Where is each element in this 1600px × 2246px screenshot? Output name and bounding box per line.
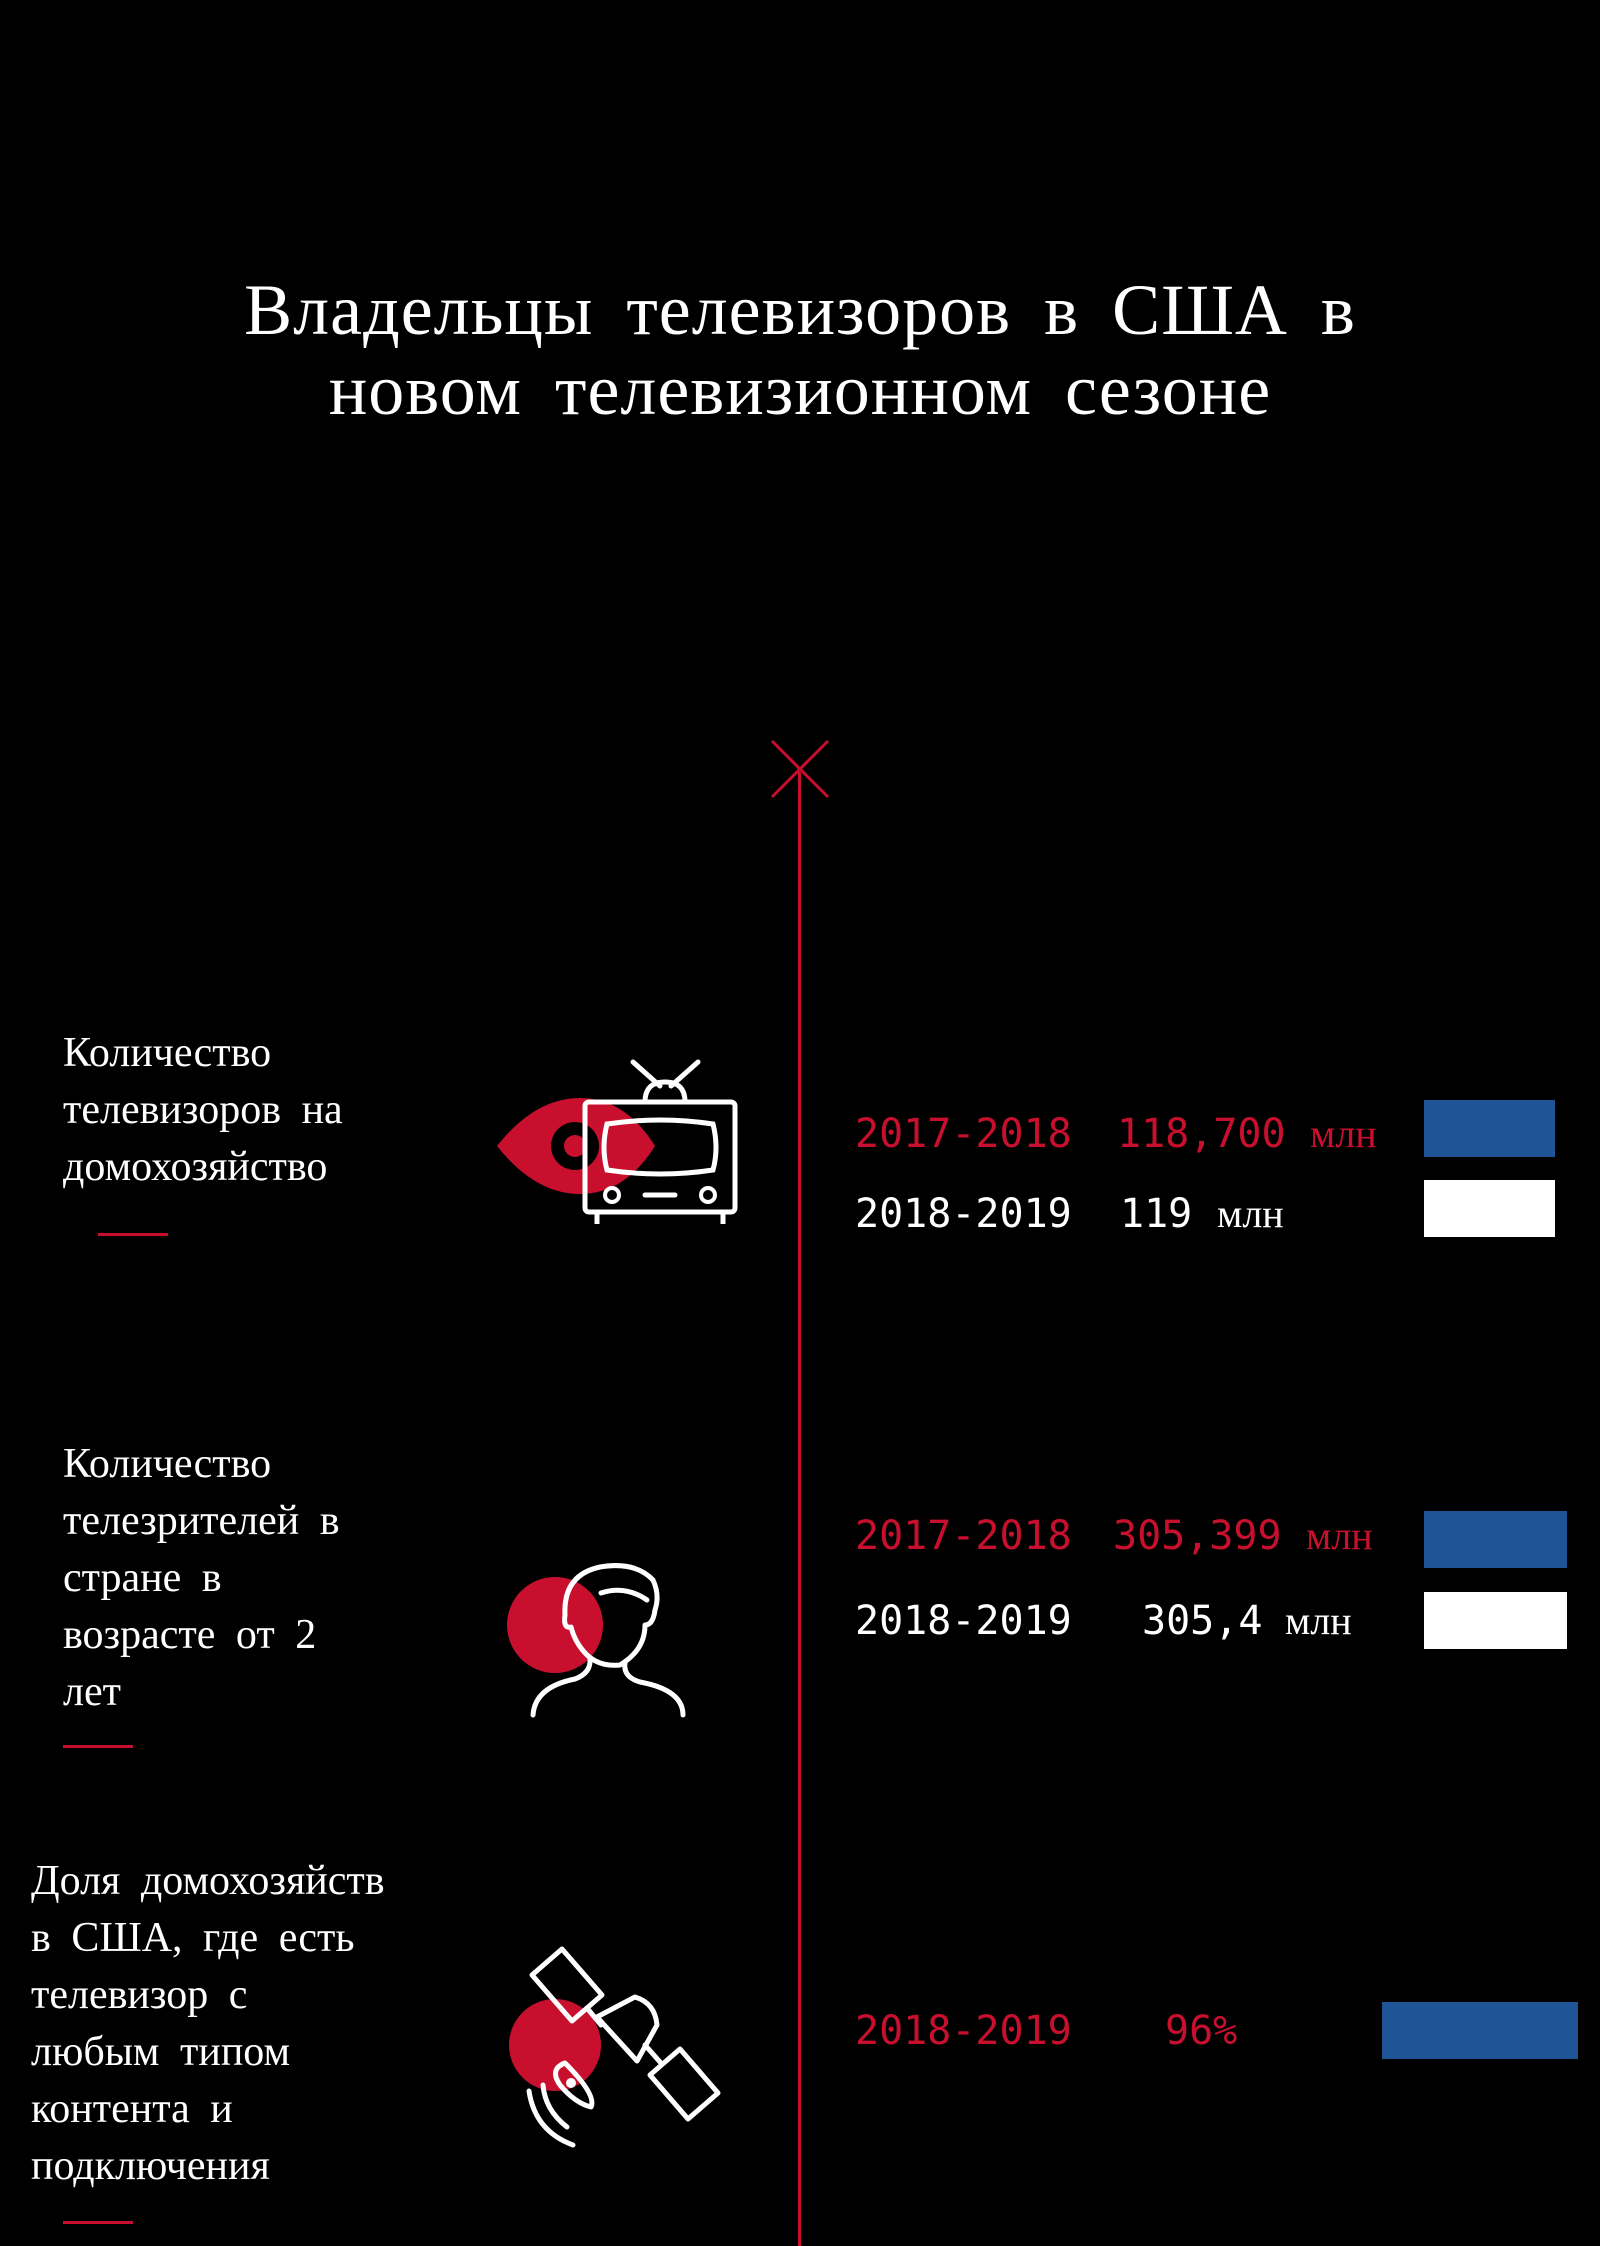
viewer-person-icon xyxy=(505,1555,695,1720)
section-3-label-line: телевизор с xyxy=(31,1972,248,2018)
unit-label: млн xyxy=(1285,1598,1352,1643)
value-label: 118,700 xyxy=(1117,1111,1286,1157)
timeline-axis xyxy=(798,772,801,2246)
section-3-label-line: контента и xyxy=(31,2086,233,2132)
page-title xyxy=(0,270,1600,430)
section-3-label-line: любым типом xyxy=(31,2029,291,2075)
section-2-label xyxy=(63,1436,340,1721)
title-line-2: новом телевизионном сезоне xyxy=(328,350,1272,430)
section-3-bar-1 xyxy=(1382,2002,1578,2059)
period-label: 2018-2019 xyxy=(855,2008,1072,2054)
section-2-label-line: возрасте от 2 xyxy=(63,1612,317,1658)
value-label: 305,399 xyxy=(1113,1513,1282,1559)
section-2-label-line: лет xyxy=(63,1669,121,1715)
section-3-label-line: Доля домохозяйств xyxy=(31,1858,385,1904)
value-label: 96% xyxy=(1165,2008,1238,2054)
section-1-label-line: телевизоров на xyxy=(63,1087,343,1133)
unit-label: млн xyxy=(1310,1111,1377,1156)
section-2-label-line: телезрителей в xyxy=(63,1498,340,1544)
section-2-dash xyxy=(63,1745,133,1748)
section-2-label-line: Количество xyxy=(63,1441,272,1487)
section-3-label-line: в США, где есть xyxy=(31,1915,355,1961)
section-1-label-line: Количество xyxy=(63,1030,272,1076)
section-2-bar-1 xyxy=(1424,1511,1567,1568)
tv-eye-icon xyxy=(495,1058,745,1228)
value-label: 119 xyxy=(1120,1191,1193,1237)
unit-label: млн xyxy=(1217,1191,1284,1236)
section-1-bar-2 xyxy=(1424,1180,1555,1237)
period-label: 2018-2019 xyxy=(855,1598,1072,1644)
section-1-bar-1 xyxy=(1424,1100,1555,1157)
section-3-label-line: подключения xyxy=(31,2143,270,2189)
period-label: 2017-2018 xyxy=(855,1513,1072,1559)
section-1-dash xyxy=(98,1233,168,1236)
title-line-1: Владельцы телевизоров в США в xyxy=(244,270,1356,350)
unit-label: млн xyxy=(1306,1513,1373,1558)
period-label: 2017-2018 xyxy=(855,1111,1072,1157)
section-2-bar-2 xyxy=(1424,1592,1567,1649)
satellite-icon xyxy=(505,1945,725,2150)
section-3-dash xyxy=(63,2221,133,2224)
period-label: 2018-2019 xyxy=(855,1191,1072,1237)
section-1-label xyxy=(63,1025,343,1196)
value-label: 305,4 xyxy=(1142,1598,1263,1644)
section-2-label-line: стране в xyxy=(63,1555,222,1601)
section-1-label-line: домохозяйство xyxy=(63,1144,328,1190)
section-3-label xyxy=(31,1853,385,2195)
